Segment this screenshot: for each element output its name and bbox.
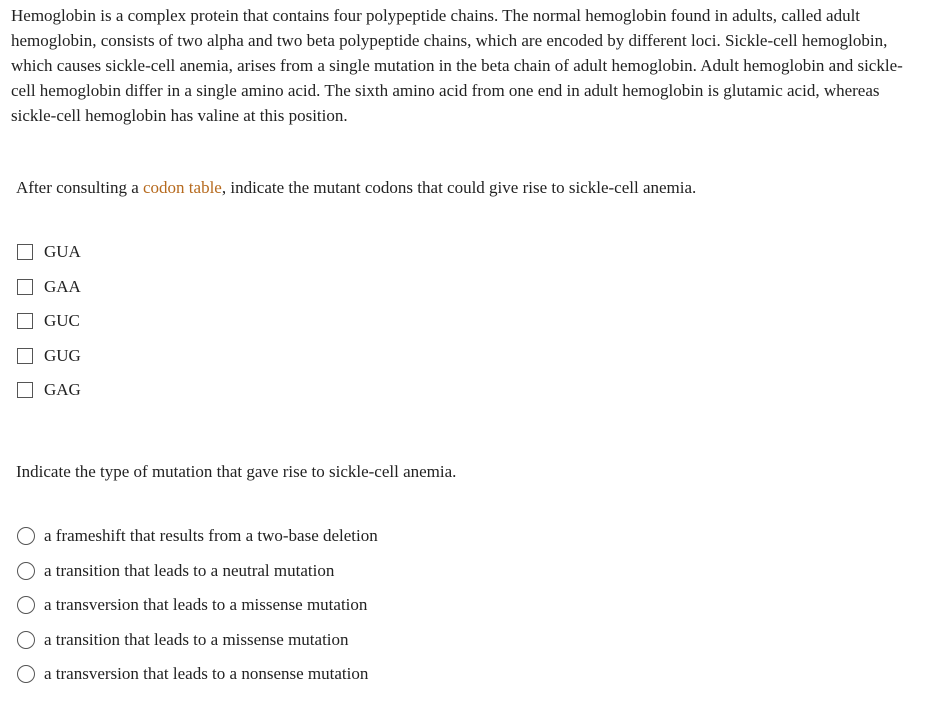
intro-paragraph: Hemoglobin is a complex protein that contains four polypeptide chains. The normal hemoglobin found in adults, called adult hemoglobin, consists of two alpha and two beta polypeptide chains, which are encoded by different loci. Sickle-cell hemoglobin, which causes sickle-cell anemia, arises from a single mutation in the beta chain of adult hemoglobin. Adult hemoglobin and sickle-cell hemoglobin differ in a single amino acid. The sixth amino acid from one end in adult hemoglobin is glutamic acid, whereas sickle-cell hemoglobin has valine at this position. [11,6,903,125]
codon-question-suffix: , indicate the mutant codons that could give rise to sickle-cell anemia. [221,178,697,197]
codon-table-link[interactable]: codon table [143,178,222,197]
checkbox[interactable] [17,348,33,364]
radio-button[interactable] [17,527,35,545]
option-label: GUG [44,345,81,365]
option-label: a transition that leads to a missense mutation [44,629,349,649]
checkbox[interactable] [17,279,33,295]
option-label: a transversion that leads to a nonsense mutation [44,664,369,684]
mutation-option-frameshift[interactable] [17,519,378,554]
mutation-type-options [17,519,378,692]
mutation-option-transversion-nonsense[interactable] [17,657,378,692]
checkbox[interactable] [17,313,33,329]
option-label: a transversion that leads to a missense mutation [44,595,368,615]
codon-option-gug[interactable] [17,339,81,374]
option-label: GUA [44,242,81,262]
radio-button[interactable] [17,562,35,580]
option-label: GUC [44,311,80,331]
option-label: a transition that leads to a neutral mutation [44,560,335,580]
checkbox[interactable] [17,244,33,260]
radio-button[interactable] [17,665,35,683]
codon-question [16,177,696,199]
codon-option-gaa[interactable] [17,270,81,305]
radio-button[interactable] [17,596,35,614]
codon-option-gua[interactable] [17,235,81,270]
option-label: GAG [44,380,81,400]
mutation-option-transition-neutral[interactable] [17,554,378,589]
codon-option-guc[interactable] [17,304,81,339]
radio-button[interactable] [17,631,35,649]
codon-question-prefix: After consulting a [16,178,143,197]
codon-option-gag[interactable] [17,373,81,408]
mutation-type-question: Indicate the type of mutation that gave rise to sickle-cell anemia. [16,462,457,481]
checkbox[interactable] [17,382,33,398]
option-label: a frameshift that results from a two-base deletion [44,526,378,546]
mutation-option-transition-missense[interactable] [17,623,378,658]
option-label: GAA [44,276,81,296]
codon-options [17,235,81,408]
mutation-option-transversion-missense[interactable] [17,588,378,623]
